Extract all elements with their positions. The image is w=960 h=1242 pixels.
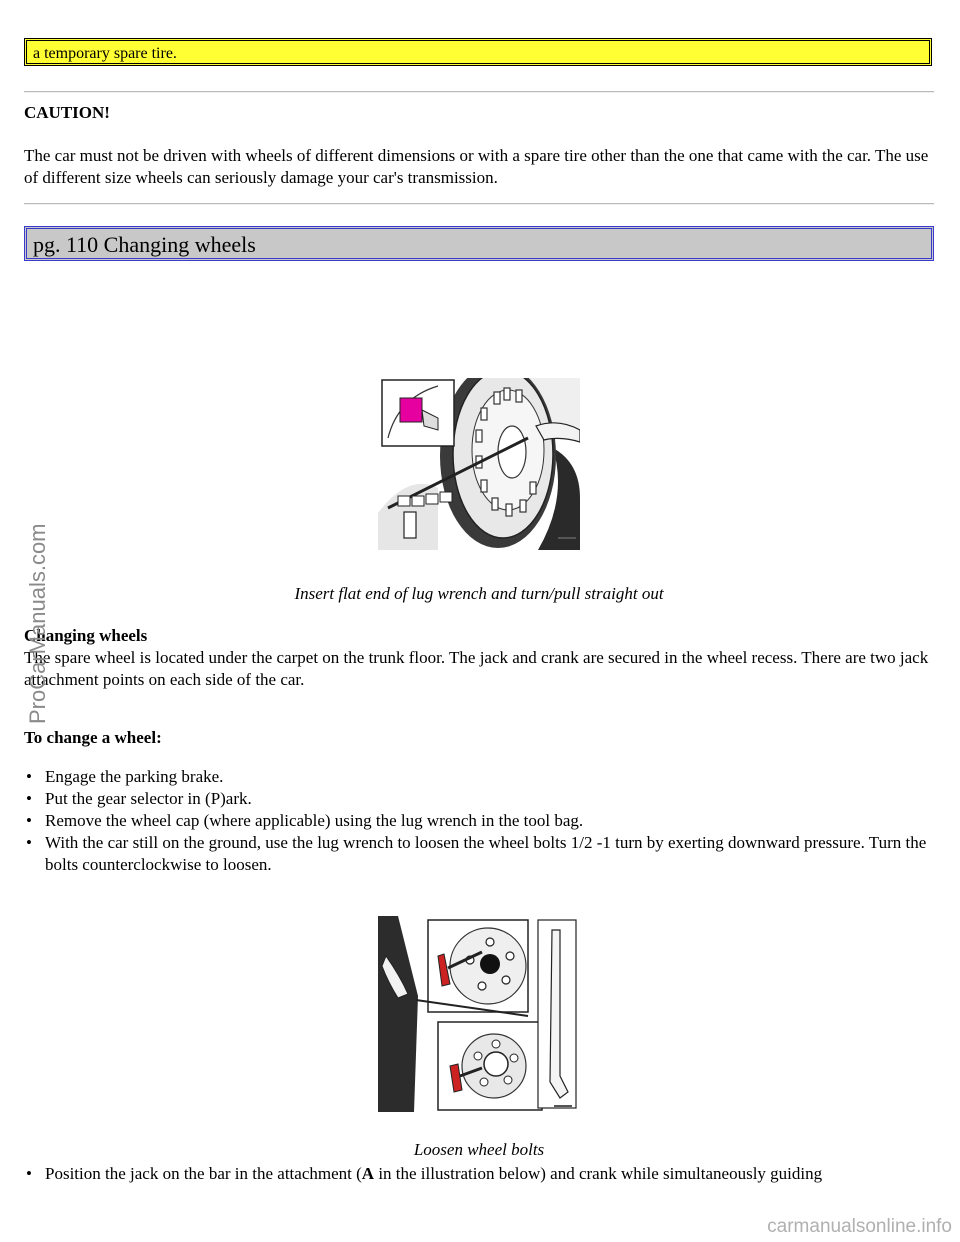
figure-caption: Insert flat end of lug wrench and turn/pull straight out — [294, 584, 664, 603]
list-item: • With the car still on the ground, use the lug wrench to loosen the wheel bolts 1/2 -1 turn by exerting downward pressure. Turn the bolts counterclockwise to loosen. — [24, 832, 934, 876]
divider — [24, 203, 934, 205]
changing-body: The spare wheel is located under the carpet on the trunk floor. The jack and crank are secured in the wheel recess. There are two jack attachment points on each side of the car. — [24, 648, 929, 689]
list-item: • Engage the parking brake. — [24, 766, 934, 788]
divider — [24, 91, 934, 93]
wheel-cap-illustration — [378, 378, 580, 550]
attachment-label: A — [361, 1164, 375, 1183]
caution-heading: CAUTION! — [24, 103, 110, 122]
step-text-after: in the illustration below) and crank while simultaneously guiding — [374, 1164, 823, 1183]
section-header — [24, 226, 934, 261]
notice-box — [24, 38, 932, 66]
figure-caption: Loosen wheel bolts — [413, 1140, 545, 1159]
steps-list — [24, 766, 934, 876]
side-watermark: ProCarManuals.com — [25, 523, 50, 724]
list-item: • Remove the wheel cap (where applicable) using the lug wrench in the tool bag. — [24, 810, 934, 832]
list-item — [24, 1163, 934, 1185]
steps-list-continued — [24, 1163, 934, 1185]
list-item: • Put the gear selector in (P)ark. — [24, 788, 934, 810]
notice-text: a temporary spare tire. — [33, 45, 177, 62]
caution-body: The car must not be driven with wheels of different dimensions or with a spare tire other than the one that came with the car. The use of different size wheels can seriously damage your car's transmission. — [24, 146, 929, 187]
section-title: pg. 110 Changing wheels — [33, 232, 256, 257]
changing-heading: Changing wheels — [24, 626, 148, 645]
wheel-bolts-illustration — [378, 916, 580, 1112]
steps-heading: To change a wheel: — [24, 728, 162, 747]
step-text-before: Position the jack on the bar in the attachment ( — [45, 1164, 362, 1183]
footer-watermark: carmanualsonline.info — [767, 1216, 952, 1237]
